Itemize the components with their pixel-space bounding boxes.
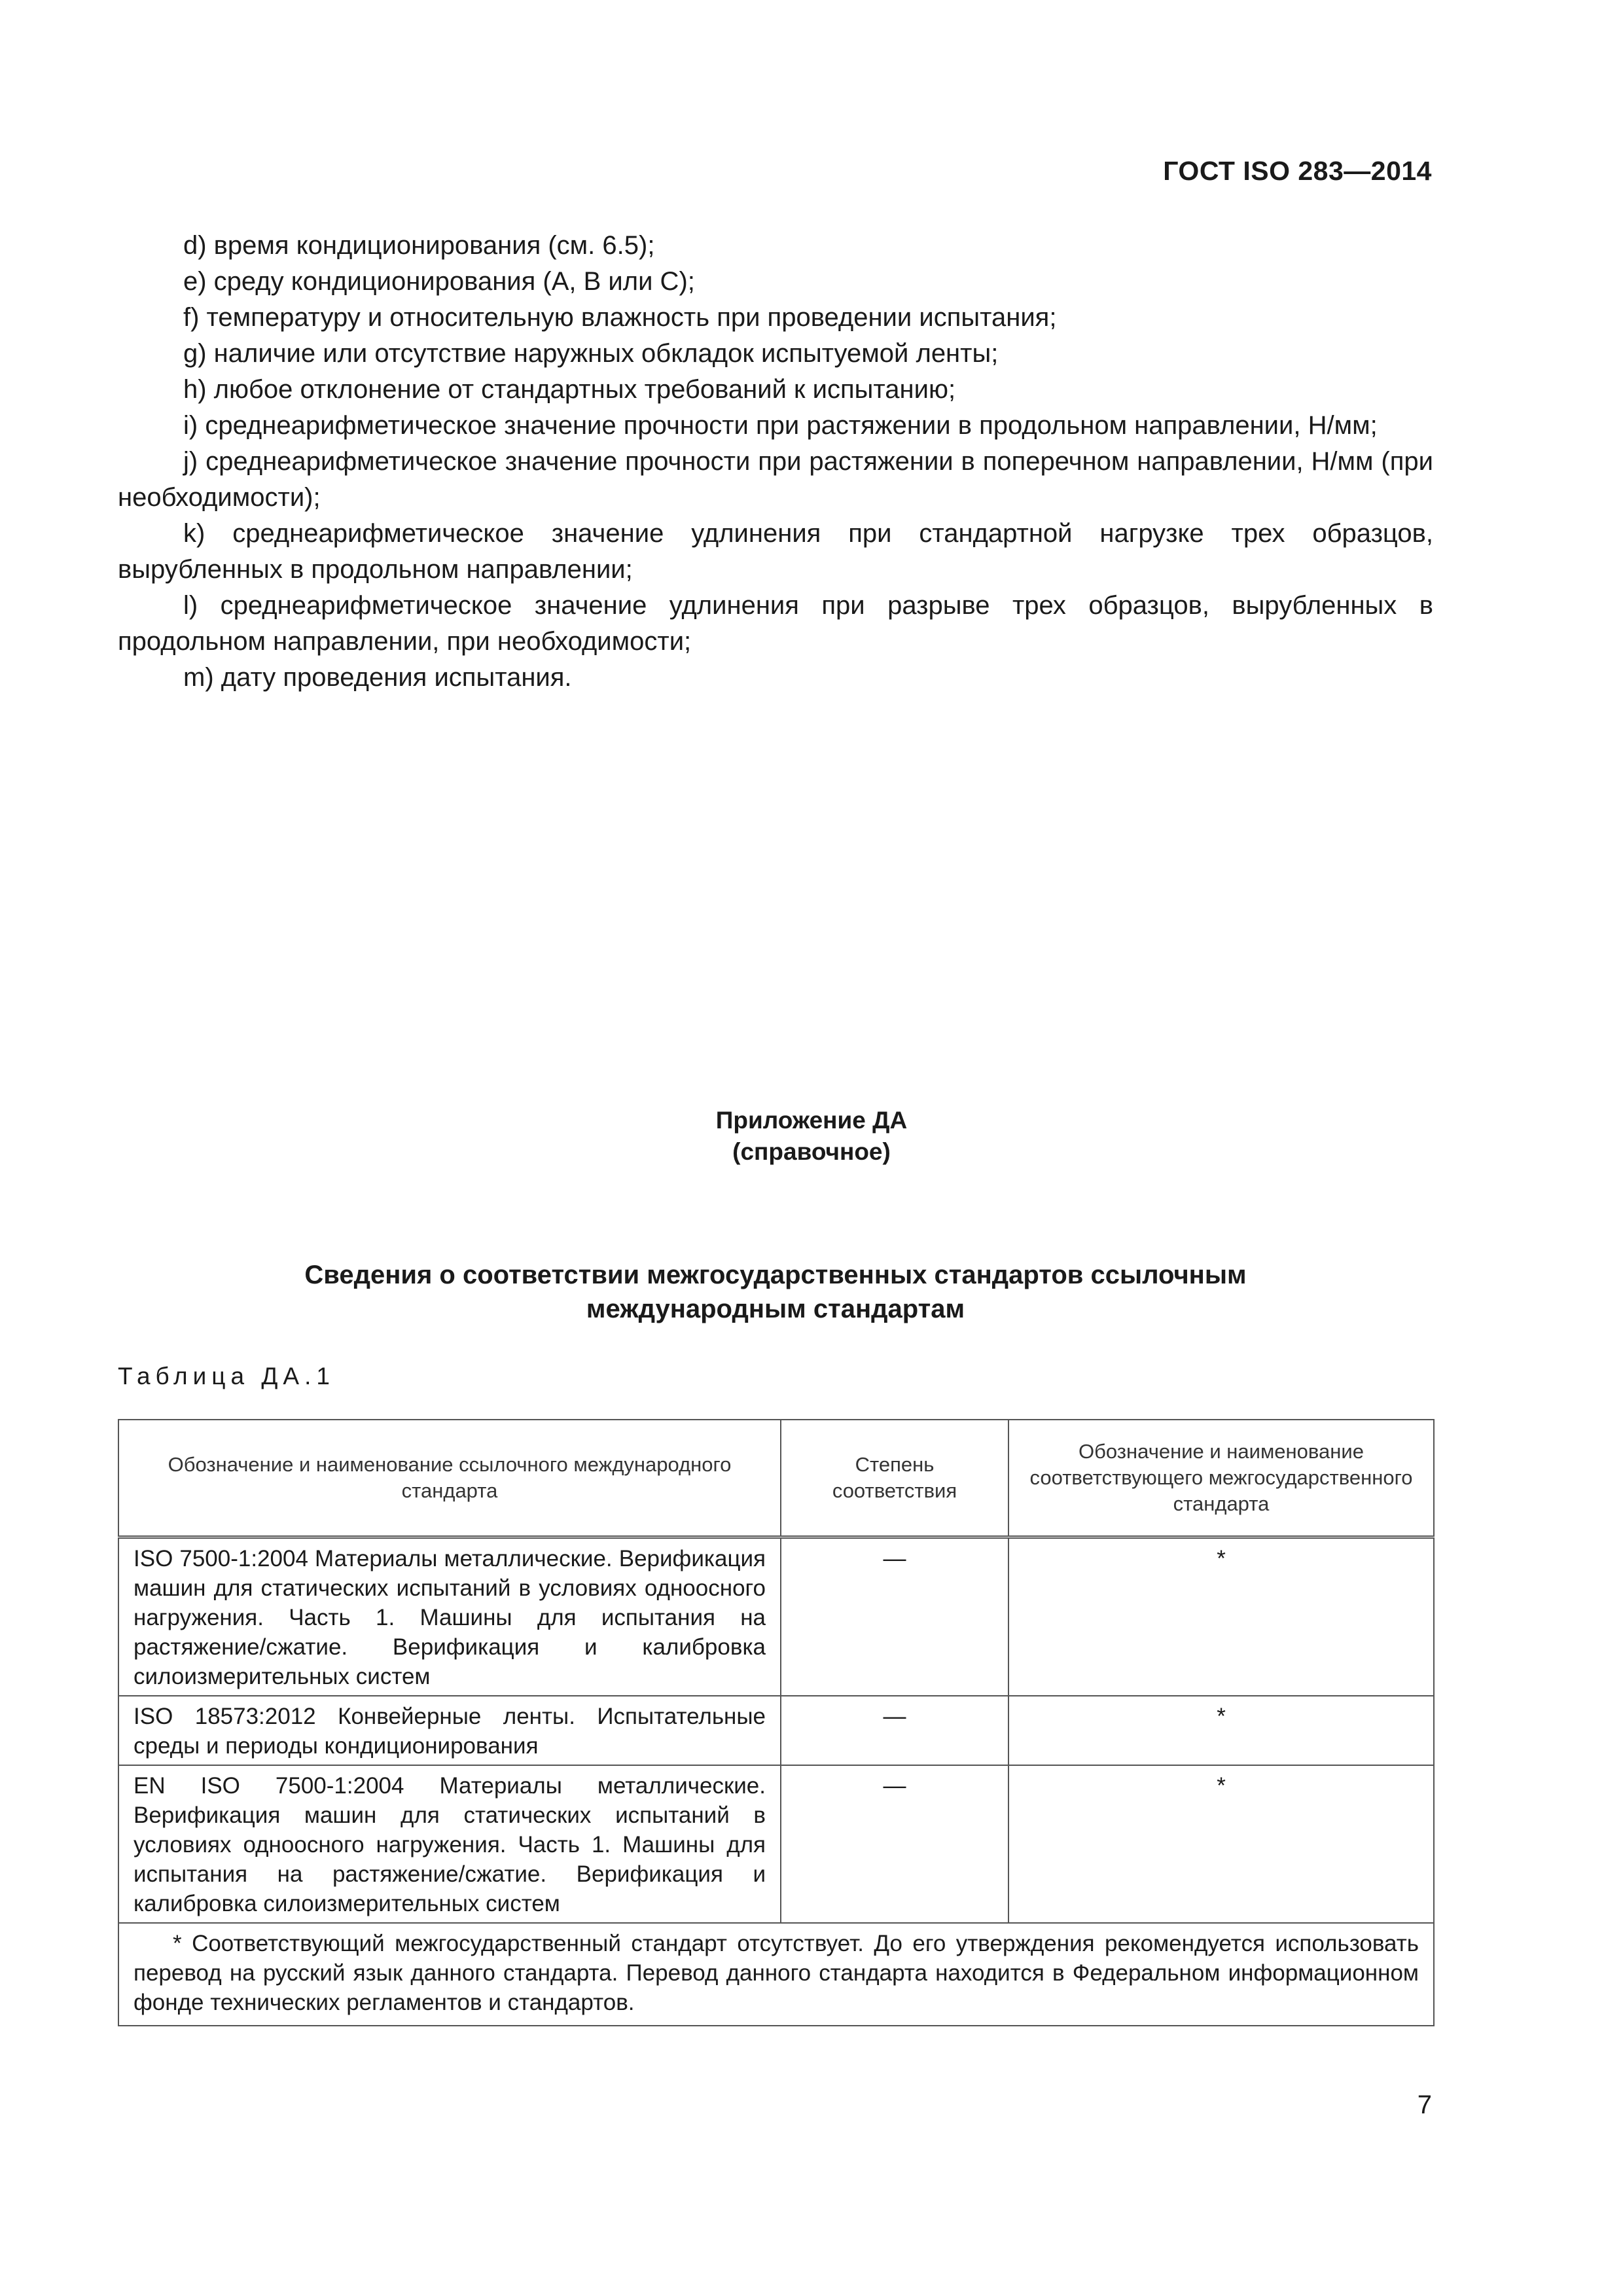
document-code-header: ГОСТ ISO 283—2014 [1163, 156, 1432, 186]
test-report-items [118, 228, 1433, 696]
cell-standard-name: ISO 7500-1:2004 Материалы металлические. Верификация машин для статических испытаний в условиях одноосного нагружения. Часть 1. Машины для испытания на растяжение/сжатие. Верификация и калибровка силоизмерительных систем [118, 1537, 781, 1696]
table-row [118, 1537, 1434, 1696]
report-item-g: g) наличие или отсутствие наружных обкладок испытуемой ленты; [183, 339, 999, 368]
report-item-e: e) среду кондиционирования (A, B или C); [183, 267, 695, 296]
header-international-standard: Обозначение и наименование ссылочного международного стандарта [118, 1420, 781, 1537]
table-caption: Таблица ДА.1 [118, 1363, 335, 1390]
header-degree-of-correspondence: Степень соответствия [781, 1420, 1008, 1537]
cell-degree: — [781, 1696, 1008, 1765]
cell-interstate: * [1008, 1696, 1434, 1765]
section-title [0, 1258, 1551, 1326]
appendix-heading [0, 1105, 1623, 1168]
report-item-f: f) температуру и относительную влажность при проведении испытания; [183, 303, 1057, 332]
cell-standard-name: EN ISO 7500-1:2004 Материалы металлические. Верификация машин для статических испытаний в условиях одноосного нагружения. Часть 1. Машины для испытания на растяжение/сжатие. Верификация и калибровка силоизмерительных систем [118, 1765, 781, 1923]
appendix-title: Приложение ДА [715, 1107, 908, 1134]
report-item-j: j) среднеарифметическое значение прочности при растяжении в поперечном направлении, Н/мм (при необходимости); [118, 447, 1433, 512]
cell-degree: — [781, 1537, 1008, 1696]
table-row [118, 1765, 1434, 1923]
header-interstate-standard: Обозначение и наименование соответствующего межгосударственного стандарта [1008, 1420, 1434, 1537]
cell-degree: — [781, 1765, 1008, 1923]
appendix-subtitle: (справочное) [732, 1138, 891, 1165]
cell-interstate: * [1008, 1765, 1434, 1923]
report-item-k: k) среднеарифметическое значение удлинения при стандартной нагрузке трех образцов, вырубленных в продольном направлении; [118, 519, 1433, 584]
report-item-i: i) среднеарифметическое значение прочности при растяжении в продольном направлении, Н/мм; [183, 411, 1378, 440]
table-footnote-row [118, 1923, 1434, 2026]
section-title-line-1: Сведения о соответствии межгосударственных стандартов ссылочным [304, 1261, 1247, 1289]
cell-interstate: * [1008, 1537, 1434, 1696]
section-title-line-2: международным стандартам [586, 1295, 965, 1323]
table-footnote [118, 1923, 1434, 2026]
correspondence-table [118, 1419, 1435, 2026]
page-number: 7 [1417, 2090, 1432, 2119]
report-item-m: m) дату проведения испытания. [183, 663, 572, 692]
correspondence-table-wrapper [118, 1419, 1433, 2026]
report-item-d: d) время кондиционирования (см. 6.5); [183, 231, 655, 260]
table-footnote-text: * Соответствующий межгосударственный стандарт отсутствует. До его утверждения рекомендуется использовать перевод на русский язык данного стандарта. Перевод данного стандарта находится в Федеральном информационном фонде технических регламентов и стандартов. [134, 1931, 1419, 2015]
report-item-l: l) среднеарифметическое значение удлинения при разрыве трех образцов, вырубленных в продольном направлении, при необходимости; [118, 591, 1433, 656]
report-item-h: h) любое отклонение от стандартных требований к испытанию; [183, 375, 956, 404]
table-row [118, 1696, 1434, 1765]
table-header-row [118, 1420, 1434, 1537]
cell-standard-name: ISO 18573:2012 Конвейерные ленты. Испытательные среды и периоды кондиционирования [118, 1696, 781, 1765]
